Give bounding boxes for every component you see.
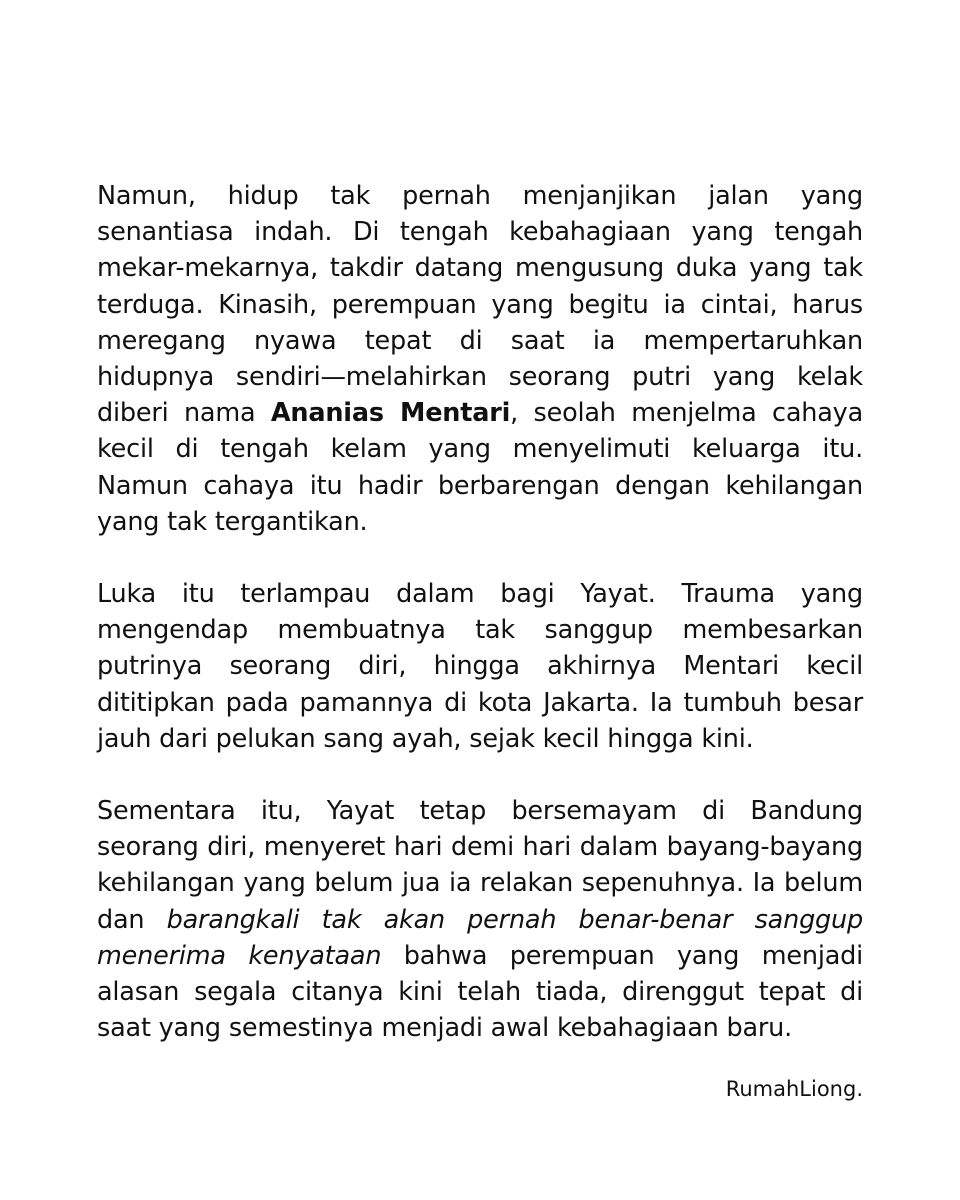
paragraph-3 — [97, 793, 863, 1046]
paragraph-1 — [97, 178, 863, 540]
paragraph-1-text-end: , seolah menjelma cahaya kecil di tengah kelam yang menyelimuti keluarga itu. Namun cahaya itu hadir berbarengan dengan kehilangan yang tak tergantikan. — [97, 398, 863, 537]
emphasized-phrase: barangkali tak akan pernah benar-benar sanggup menerima kenyataan — [97, 904, 863, 971]
story-body — [97, 178, 863, 1082]
paragraph-1-text-start: Namun, hidup tak pernah menjanjikan jalan yang senantiasa indah. Di tengah kebahagiaan yang tengah mekar-mekarnya, takdir datang mengusung duka yang tak terduga. Kinasih, perempuan yang begitu ia cintai, harus meregang nyawa tepat di saat ia mempertaruhkan hidupnya sendiri—melahirkan seorang putri yang kelak diberi nama — [97, 181, 863, 429]
paragraph-2 — [97, 576, 863, 757]
author-signature: RumahLiong. — [725, 1077, 863, 1101]
paragraph-2-text: Luka itu terlampau dalam bagi Yayat. Trauma yang mengendap membuatnya tak sanggup membesarkan putrinya seorang diri, hingga akhirnya Mentari kecil dititipkan pada pamannya di kota Jakarta. Ia tumbuh besar jauh dari pelukan sang ayah, sejak kecil hingga kini. — [97, 579, 863, 754]
character-name: Ananias Mentari — [270, 398, 511, 429]
paragraph-3-text-start: Sementara itu, Yayat tetap bersemayam di Bandung seorang diri, menyeret hari demi hari dalam bayang-bayang kehilangan yang belum jua ia relakan sepenuhnya. Ia belum dan — [97, 796, 863, 935]
paragraph-3-text-end: bahwa perempuan yang menjadi alasan segala citanya kini telah tiada, direnggut tepat di saat yang semestinya menjadi awal kebahagiaan baru. — [97, 940, 863, 1044]
